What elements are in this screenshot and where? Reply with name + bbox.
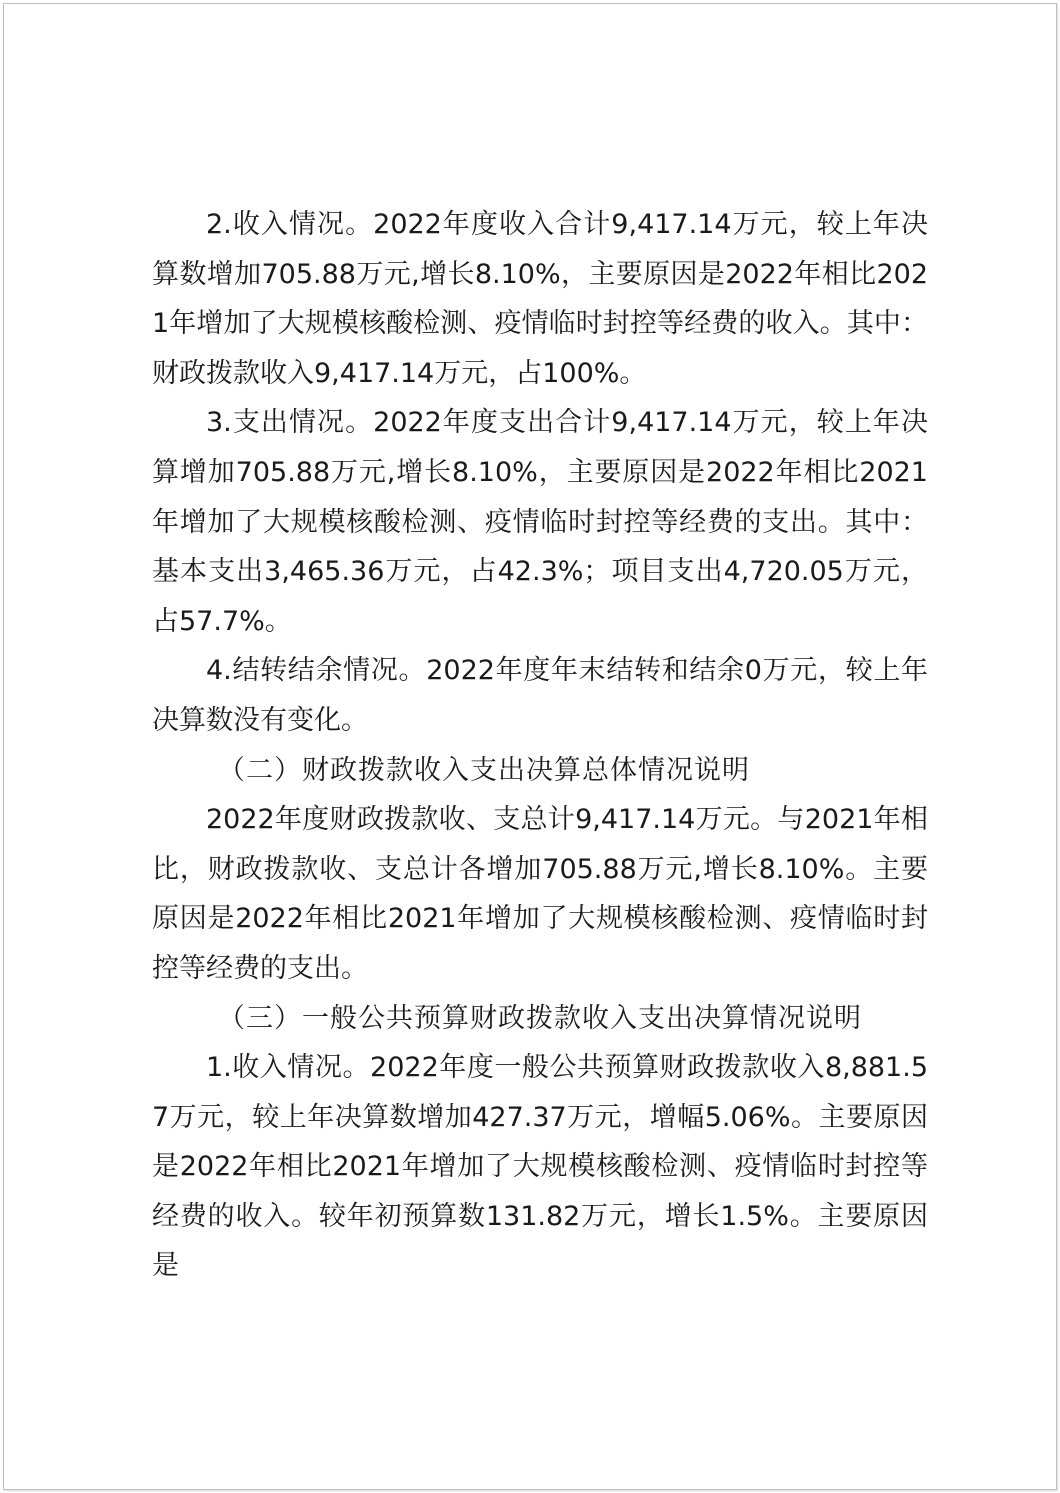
section-heading-fiscal-overview: （二）财政拨款收入支出决算总体情况说明 — [218, 754, 750, 786]
section-heading-general-budget: （三）一般公共预算财政拨款收入支出决算情况说明 — [218, 1002, 862, 1034]
document-page — [3, 3, 1057, 1490]
document-body — [152, 200, 928, 1291]
paragraph-general-budget-income: 1.收入情况。2022年度一般公共预算财政拨款收入8,881.57万元，较上年决算数增加427.37万元，增幅5.06%。主要原因是2022年相比2021年增加了大规模核酸检测、疫情临时封控等经费的收入。较年初预算数131.82万元，增长1.5%。主要原因是 — [152, 1052, 928, 1282]
paragraph-carryover: 4.结转结余情况。2022年度年末结转和结余0万元，较上年决算数没有变化。 — [152, 655, 928, 736]
paragraph-income: 2.收入情况。2022年度收入合计9,417.14万元，较上年决算数增加705.88万元,增长8.10%，主要原因是2022年相比2021年增加了大规模核酸检测、疫情临时封控等经费的收入。其中：财政拨款收入9,417.14万元，占100%。 — [152, 209, 928, 389]
paragraph-fiscal-overview: 2022年度财政拨款收、支总计9,417.14万元。与2021年相比，财政拨款收、支总计各增加705.88万元,增长8.10%。主要原因是2022年相比2021年增加了大规模核酸检测、疫情临时封控等经费的支出。 — [152, 804, 928, 984]
paragraph-expense: 3.支出情况。2022年度支出合计9,417.14万元，较上年决算增加705.88万元,增长8.10%，主要原因是2022年相比2021年增加了大规模核酸检测、疫情临时封控等经费的支出。其中：基本支出3,465.36万元，占42.3%；项目支出4,720.05万元，占57.7%。 — [152, 407, 928, 637]
